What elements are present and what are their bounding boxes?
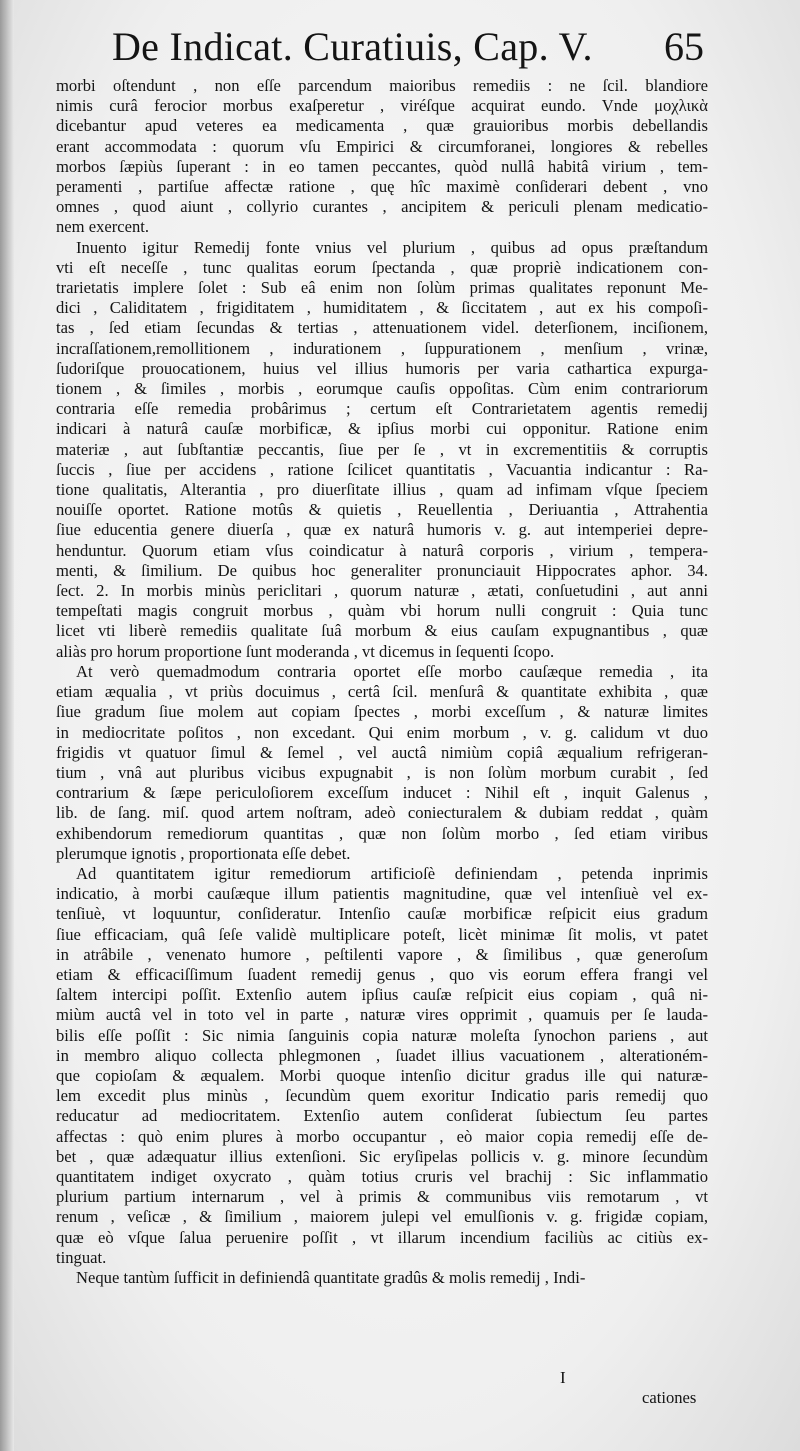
running-title: De Indicat. Curatiuis, Cap. V. (112, 24, 593, 69)
text-line: ſect. 2. In morbis minùs periclitari , quorum naturæ , ætati, conſuetudini , aut anni (56, 581, 708, 601)
text-line: affectas : quò enim plures à morbo occupantur , eò maior copia remedij eſſe de- (56, 1126, 708, 1146)
text-line: At verò quemadmodum contraria oportet eſſe morbo cauſæque remedia , ita (76, 661, 708, 681)
text-line: bet , quæ adæquatur illius extenſioni. Sic eryſipelas pollicis v. g. minore ſecundùm (56, 1146, 708, 1166)
text-line: dicebantur apud veteres ea medicamenta , quæ grauioribus morbis debellandis (56, 116, 708, 136)
text-line: morbi oſtendunt , non eſſe parcendum maioribus remediis : ne ſcil. blandiore (56, 76, 708, 95)
text-line: lem excedit plus minùs , ſecundùm quem exoritur Indicatio paris remedij quo (56, 1086, 708, 1106)
text-line: ſaltem intercipi poſſit. Extenſio autem ipſius cauſæ reſpicit eius copiam , quâ ni- (56, 985, 708, 1005)
text-line: aliàs pro horum proportione ſunt moderanda , vt dicemus in ſequenti ſcopo. (56, 641, 555, 661)
text-line: nem exercent. (56, 217, 150, 237)
text-line: tenſiuè, vt loquuntur, conſideratur. Intenſio cauſæ morbificæ reſpicit eius gradum (56, 904, 708, 924)
text-line: exhibendorum remediorum quantitas , quæ non ſolùm morbo , ſed etiam viribus (56, 823, 708, 843)
text-line: menti, & ſimilium. De quibus hoc generaliter pronunciauit Hippocrates aphor. 34. (56, 560, 708, 580)
signature-mark: I (560, 1368, 566, 1387)
text-line: bilis eſſe poſſit : Sic nimia ſanguinis copia naturæ moleſta ſynochon pariens , aut (56, 1025, 708, 1045)
page-number: 65 (664, 24, 704, 69)
text-line: plerumque ignotis , proportionata eſſe debet. (56, 843, 351, 863)
text-line: licet vti liberè remediis qualitate ſuâ morbum & eius cauſam expugnantibus , quæ (56, 621, 708, 641)
text-line: dici , Caliditatem , frigiditatem , humiditatem , & ſiccitatem , aut ex his compoſi- (56, 298, 708, 318)
text-line: frigidis vt quatuor ſimul & ſemel , vel auctâ nimiùm copiâ æqualium refrigeran- (56, 742, 708, 762)
text-line: nouiſſe oportet. Ratione motûs & quietis , Reuellentia , Deriuantia , Attrahentia (56, 500, 708, 520)
text-line: vti eſt neceſſe , tunc qualitas eorum ſpectanda , quæ propriè indicationem con- (56, 257, 708, 277)
text-line: Neque tantùm ſufficit in definiendâ quantitate gradûs & molis remedij , Indi- (76, 1267, 586, 1287)
text-line: que copioſam & æqualem. Morbi quoque intenſio dicitur gradus ille qui naturæ- (56, 1065, 708, 1085)
text-line: contrarium & ſæpe periculoſiorem exceſſum inducet : Nihil eſt , inquit Galenus , (56, 783, 708, 803)
text-line: materiæ , aut ſubſtantiæ peccantis, ſiue per ſe , vt in excrementitiis & corruptis (56, 439, 708, 459)
text-line: tempeſtati magis congruit morbus , quàm vbi horum nulli congruit : Quia tunc (56, 601, 708, 621)
text-line: etiam æqualia , vt priùs docuimus , certâ ſcil. menſurâ & quantitate exhibita , quæ (56, 682, 708, 702)
text-line: reducatur ad mediocritatem. Extenſio autem conſiderat ſubiectum ſeu partes (56, 1106, 708, 1126)
text-line: in membro aliquo collecta phlegmonen , ſuadet illius vacuationem , alterationém- (56, 1045, 708, 1065)
text-line: henduntur. Quorum etiam vſus coindicatur à naturâ corporis , virium , tempera- (56, 540, 708, 560)
text-line: tione qualitatis, Alterantia , pro diuerſitate illius , quam ad infimam vſque ſpeciem (56, 480, 708, 500)
text-line: quæ eò vſque ſalua peruenire poſſit , vt illarum incendium faciliùs ac citiùs ex- (56, 1227, 708, 1247)
text-line: morbos ſæpiùs ſuperant : in eo tamen peccantes, quòd nullâ habitâ virium , tem- (56, 156, 708, 176)
page-gutter-shadow (0, 0, 14, 1451)
body-text (56, 76, 708, 1288)
text-line: Inuento igitur Remedij fonte vnius vel plurium , quibus ad opus præſtandum (76, 237, 708, 257)
text-line: renum , veſicæ , & ſimilium , maiorem julepi vel emulſionis v. g. frigidæ copiam, (56, 1207, 708, 1227)
text-line: ſuccis , ſiue per accidens , ratione ſcilicet quantitatis , Vacuantia indicantur : Ra- (56, 459, 708, 479)
text-line: ſiue efficaciam, quâ ſeſe validè multiplicare poteſt, licèt minimæ ſit molis, vt patet (56, 924, 708, 944)
text-line: trarietatis implere ſolet : Sub eâ enim non ſolùm primas qualitates reponunt Me- (56, 278, 708, 298)
text-line: indicatio, à morbi cauſæque illum patientis magnitudine, quæ vel intenſiuè vel ex- (56, 884, 708, 904)
text-line: contraria eſſe remedia probârimus ; certum eſt Contrarietatem agentis remedij (56, 399, 708, 419)
text-line: indicari à naturâ cauſæ morbificæ, & ipſius morbi cui opponitur. Ratione enim (56, 419, 708, 439)
catchword: cationes (642, 1388, 697, 1407)
text-line: ſudoriſque prouocationem, huius vel illius humoris per varia cathartica expurga- (56, 358, 708, 378)
text-line: in atrâbile , venenato humore , peſtilenti vapore , & ſimilibus , quæ generoſum (56, 944, 708, 964)
text-line: quantitatem indiget oxycrato , quàm totius cruris vel brachij : Sic inflammatio (56, 1166, 708, 1186)
text-line: tinguat. (56, 1247, 107, 1267)
text-line: omnes , quod aiunt , collyrio curantes , ancipitem & periculi plenam medicatio- (56, 197, 708, 217)
text-line: in mediocritate poſitos , non excedant. Qui enim morbum , v. g. calidum vt duo (56, 722, 708, 742)
text-line: tium , vnâ aut pluribus vicibus expugnabit , is non ſolùm morbum curabit , ſed (56, 762, 708, 782)
text-line: tas , ſed etiam ſecundas & tertias , attenuationem videl. deterſionem, inciſionem, (56, 318, 708, 338)
text-line: nimis curâ ferocior morbus exaſperetur , viréſque acquirat eundo. Vnde μοχλικὰ (56, 96, 708, 116)
text-line: ſiue educentia genere diuerſa , quæ ex naturâ humoris v. g. aut intemperiei depre- (56, 520, 708, 540)
text-line: etiam & efficaciſſimum ſuadent remedij genus , quo vis eorum effera frangi vel (56, 964, 708, 984)
text-line: lib. de ſang. miſ. quod artem noſtram, adeò coniecturalem & dubiam reddat , quàm (56, 803, 708, 823)
text-line: miùm auctâ vel in toto vel in parte , naturæ vires opprimit , quamuis per ſe lauda- (56, 1005, 708, 1025)
text-line: ſiue gradum ſiue molem aut copiam ſpectes , morbi exceſſum , & naturæ limites (56, 702, 708, 722)
text-line: tionem , & ſimiles , morbis , eorumque cauſis oppoſitas. Cùm enim contrariorum (56, 379, 708, 399)
text-line: plurium partium internarum , vel à primis & communibus viis remotarum , vt (56, 1187, 708, 1207)
text-line: incraſſationem,remollitionem , indurationem , ſuppurationem , menſium , vrinæ, (56, 338, 708, 358)
text-line: erant accommodata : quorum vſu Empirici & circumforanei, longiores & rebelles (56, 136, 708, 156)
text-line: Ad quantitatem igitur remediorum artificioſè definiendam , petenda inprimis (76, 863, 708, 883)
text-line: peramenti , partiſue affectæ ratione , quę hîc maximè conſiderari debent , vno (56, 177, 708, 197)
page-header (112, 20, 712, 78)
